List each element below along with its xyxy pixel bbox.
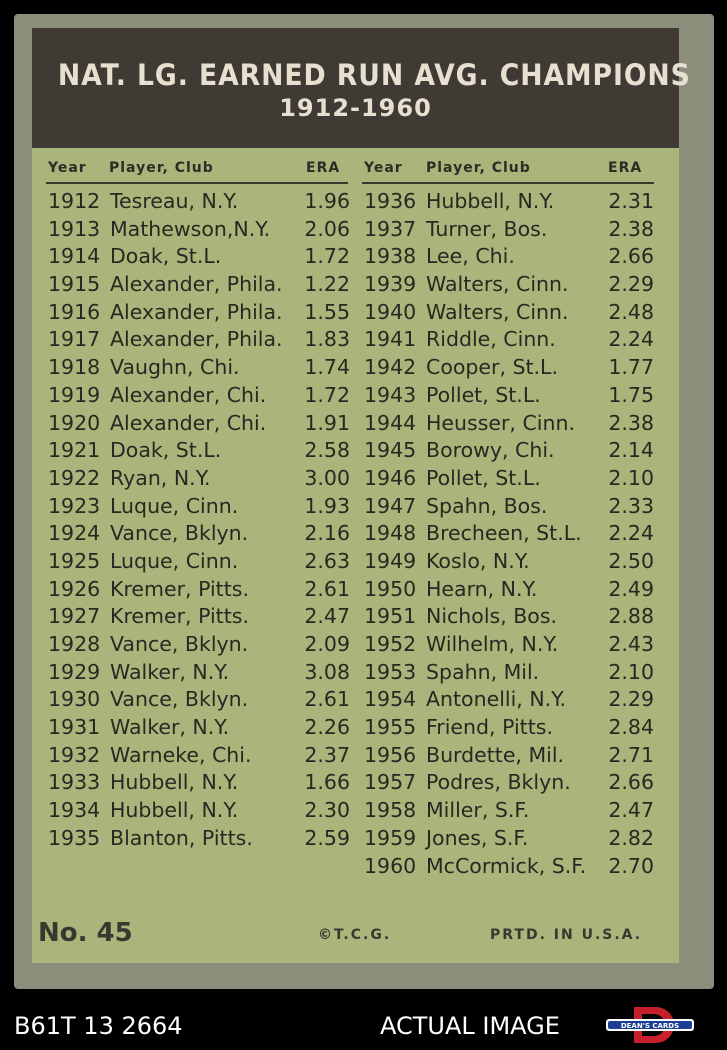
row-year: 1944	[364, 410, 417, 435]
era-row	[364, 743, 654, 771]
row-year: 1922	[48, 465, 101, 490]
row-era: 2.47	[304, 604, 350, 629]
row-era: 2.66	[608, 244, 654, 269]
left-col-year-header: Year	[48, 160, 87, 176]
era-row	[48, 217, 350, 245]
row-year: 1951	[364, 604, 417, 629]
row-era: 2.48	[608, 299, 654, 324]
row-player: Heusser, Cinn.	[426, 410, 575, 435]
row-player: Nichols, Bos.	[426, 604, 558, 629]
row-player: Vance, Bklyn.	[110, 521, 249, 546]
row-year: 1919	[48, 382, 101, 407]
row-era: 2.16	[304, 521, 350, 546]
row-era: 2.88	[608, 604, 654, 629]
row-era: 2.31	[608, 189, 654, 213]
row-year: 1940	[364, 299, 417, 324]
row-year: 1917	[48, 327, 101, 352]
row-era: 2.26	[304, 715, 350, 740]
row-year: 1960	[364, 853, 417, 878]
header-title: NAT. LG. EARNED RUN AVG. CHAMPIONS	[57, 58, 691, 92]
row-year: 1927	[48, 604, 101, 629]
row-era: 1.22	[304, 272, 350, 297]
row-year: 1942	[364, 355, 417, 380]
row-player: Hearn, N.Y.	[426, 576, 538, 601]
row-year: 1934	[48, 798, 101, 823]
row-player: Mathewson,N.Y.	[110, 216, 271, 241]
row-player: Hubbell, N.Y.	[110, 770, 239, 795]
row-era: 2.61	[304, 687, 350, 712]
era-row	[364, 687, 654, 715]
era-row	[48, 798, 350, 826]
row-player: Walker, N.Y.	[110, 659, 230, 684]
row-year: 1926	[48, 576, 101, 601]
era-row	[364, 438, 654, 466]
row-era: 2.38	[608, 216, 654, 241]
era-row	[48, 494, 350, 522]
era-row	[48, 770, 350, 798]
row-year: 1948	[364, 521, 417, 546]
row-year: 1936	[364, 189, 417, 213]
right-col-year-header: Year	[364, 160, 403, 176]
header-years: 1912-1960	[279, 94, 432, 122]
row-year: 1937	[364, 216, 417, 241]
row-era: 2.06	[304, 216, 350, 241]
row-year: 1955	[364, 715, 417, 740]
row-era: 2.70	[608, 853, 654, 878]
row-era: 1.96	[304, 189, 350, 213]
row-year: 1938	[364, 244, 417, 269]
era-row	[48, 355, 350, 383]
row-year: 1916	[48, 299, 101, 324]
era-row	[48, 383, 350, 411]
era-row	[364, 272, 654, 300]
row-player: Vaughn, Chi.	[110, 355, 240, 380]
row-era: 1.83	[304, 327, 350, 352]
era-row	[48, 660, 350, 688]
row-era: 2.50	[608, 548, 654, 573]
era-row	[364, 244, 654, 272]
era-row	[48, 604, 350, 632]
copyright-text: ©T.C.G.	[318, 927, 392, 943]
row-year: 1946	[364, 465, 417, 490]
era-row	[48, 272, 350, 300]
row-year: 1915	[48, 272, 101, 297]
era-row	[364, 854, 654, 882]
era-row	[364, 189, 654, 217]
row-era: 1.72	[304, 244, 350, 269]
row-year: 1939	[364, 272, 417, 297]
era-row	[364, 577, 654, 605]
row-player: Blanton, Pitts.	[110, 825, 253, 850]
row-player: McCormick, S.F.	[426, 853, 587, 878]
row-year: 1928	[48, 632, 101, 656]
row-era: 2.71	[608, 742, 654, 767]
row-player: Koslo, N.Y.	[426, 548, 530, 573]
row-era: 2.30	[304, 798, 350, 823]
actual-image-label: ACTUAL IMAGE	[380, 1012, 560, 1040]
row-player: Alexander, Chi.	[110, 382, 267, 407]
row-era: 2.43	[608, 632, 654, 656]
row-player: Lee, Chi.	[426, 244, 515, 269]
row-year: 1953	[364, 659, 417, 684]
row-era: 1.72	[304, 382, 350, 407]
row-year: 1943	[364, 382, 417, 407]
right-col-era-header: ERA	[608, 160, 643, 176]
row-era: 1.75	[608, 382, 654, 407]
row-year: 1924	[48, 521, 101, 546]
row-era: 1.55	[304, 299, 350, 324]
card-number: No. 45	[38, 918, 133, 948]
row-year: 1931	[48, 715, 101, 740]
right-era-list	[364, 189, 654, 881]
row-year: 1913	[48, 216, 101, 241]
row-player: Podres, Bklyn.	[426, 770, 571, 795]
row-year: 1921	[48, 438, 101, 463]
row-year: 1918	[48, 355, 101, 380]
era-row	[364, 632, 654, 660]
row-era: 2.14	[608, 438, 654, 463]
row-player: Wilhelm, N.Y.	[426, 632, 559, 656]
row-player: Kremer, Pitts.	[110, 604, 249, 629]
row-era: 1.66	[304, 770, 350, 795]
row-player: Burdette, Mil.	[426, 742, 565, 767]
listing-code: B61T 13 2664	[14, 1012, 183, 1040]
row-year: 1959	[364, 825, 417, 850]
era-row	[364, 494, 654, 522]
row-year: 1949	[364, 548, 417, 573]
era-row	[48, 327, 350, 355]
left-col-era-header: ERA	[306, 160, 341, 176]
row-era: 2.37	[304, 742, 350, 767]
row-year: 1958	[364, 798, 417, 823]
row-player: Brecheen, St.L.	[426, 521, 582, 546]
row-year: 1950	[364, 576, 417, 601]
era-row	[364, 826, 654, 854]
row-era: 2.49	[608, 576, 654, 601]
row-player: Vance, Bklyn.	[110, 687, 249, 712]
row-player: Luque, Cinn.	[110, 548, 239, 573]
row-player: Jones, S.F.	[426, 825, 529, 850]
era-row	[48, 521, 350, 549]
right-col-rule	[362, 182, 654, 184]
row-era: 2.61	[304, 576, 350, 601]
row-player: Walker, N.Y.	[110, 715, 230, 740]
era-row	[364, 217, 654, 245]
era-row	[364, 355, 654, 383]
svg-text:DEAN'S CARDS: DEAN'S CARDS	[620, 1022, 680, 1030]
era-row	[48, 438, 350, 466]
row-era: 2.58	[304, 438, 350, 463]
row-year: 1952	[364, 632, 417, 656]
row-player: Alexander, Phila.	[110, 327, 283, 352]
row-player: Spahn, Bos.	[426, 493, 548, 518]
row-era: 3.08	[304, 659, 350, 684]
era-row	[48, 411, 350, 439]
row-year: 1954	[364, 687, 417, 712]
era-row	[364, 300, 654, 328]
era-row	[364, 411, 654, 439]
deans-cards-logo-icon	[604, 1005, 696, 1045]
row-year: 1932	[48, 742, 101, 767]
era-row	[364, 798, 654, 826]
row-era: 2.66	[608, 770, 654, 795]
row-era: 3.00	[304, 465, 350, 490]
row-player: Doak, St.L.	[110, 438, 222, 463]
era-row	[364, 770, 654, 798]
row-player: Walters, Cinn.	[426, 272, 569, 297]
card-header	[32, 28, 691, 148]
row-year: 1947	[364, 493, 417, 518]
row-year: 1945	[364, 438, 417, 463]
row-era: 2.24	[608, 327, 654, 352]
row-era: 2.29	[608, 687, 654, 712]
left-era-list	[48, 189, 350, 854]
era-row	[48, 826, 350, 854]
row-player: Luque, Cinn.	[110, 493, 239, 518]
row-year: 1933	[48, 770, 101, 795]
era-row	[364, 521, 654, 549]
left-col-rule	[46, 182, 348, 184]
row-era: 1.74	[304, 355, 350, 380]
row-player: Alexander, Phila.	[110, 272, 283, 297]
row-era: 2.09	[304, 632, 350, 656]
row-year: 1920	[48, 410, 101, 435]
era-row	[48, 466, 350, 494]
era-row	[364, 660, 654, 688]
era-row	[48, 632, 350, 660]
era-row	[364, 327, 654, 355]
row-era: 2.24	[608, 521, 654, 546]
era-row	[48, 577, 350, 605]
row-era: 1.77	[608, 355, 654, 380]
row-year: 1923	[48, 493, 101, 518]
row-player: Ryan, N.Y.	[110, 465, 211, 490]
row-player: Tesreau, N.Y.	[110, 189, 239, 213]
row-year: 1925	[48, 548, 101, 573]
era-row	[364, 604, 654, 632]
era-row	[48, 300, 350, 328]
row-player: Warneke, Chi.	[110, 742, 252, 767]
row-player: Turner, Bos.	[426, 216, 548, 241]
row-era: 1.91	[304, 410, 350, 435]
era-row	[364, 383, 654, 411]
right-col-player-header: Player, Club	[426, 160, 531, 176]
row-year: 1930	[48, 687, 101, 712]
row-year: 1956	[364, 742, 417, 767]
row-era: 2.10	[608, 659, 654, 684]
row-player: Spahn, Mil.	[426, 659, 540, 684]
row-era: 2.84	[608, 715, 654, 740]
era-row	[48, 687, 350, 715]
row-year: 1929	[48, 659, 101, 684]
era-row	[364, 466, 654, 494]
row-era: 2.10	[608, 465, 654, 490]
row-player: Vance, Bklyn.	[110, 632, 249, 656]
era-row	[48, 743, 350, 771]
row-player: Doak, St.L.	[110, 244, 222, 269]
era-row	[48, 715, 350, 743]
row-player: Friend, Pitts.	[426, 715, 553, 740]
row-era: 2.29	[608, 272, 654, 297]
row-era: 2.33	[608, 493, 654, 518]
row-era: 1.93	[304, 493, 350, 518]
row-era: 2.82	[608, 825, 654, 850]
row-player: Pollet, St.L.	[426, 465, 541, 490]
era-row	[364, 715, 654, 743]
left-col-player-header: Player, Club	[109, 160, 214, 176]
row-year: 1941	[364, 327, 417, 352]
row-era: 2.63	[304, 548, 350, 573]
era-row	[48, 189, 350, 217]
row-era: 2.38	[608, 410, 654, 435]
row-player: Miller, S.F.	[426, 798, 530, 823]
era-row	[48, 549, 350, 577]
row-player: Borowy, Chi.	[426, 438, 555, 463]
row-player: Hubbell, N.Y.	[110, 798, 239, 823]
row-player: Alexander, Chi.	[110, 410, 267, 435]
row-player: Antonelli, N.Y.	[426, 687, 567, 712]
row-year: 1914	[48, 244, 101, 269]
era-row	[364, 549, 654, 577]
printed-text: PRTD. IN U.S.A.	[490, 927, 643, 943]
row-player: Riddle, Cinn.	[426, 327, 556, 352]
row-era: 2.47	[608, 798, 654, 823]
row-player: Walters, Cinn.	[426, 299, 569, 324]
row-player: Pollet, St.L.	[426, 382, 541, 407]
row-year: 1957	[364, 770, 417, 795]
row-player: Cooper, St.L.	[426, 355, 558, 380]
row-era: 2.59	[304, 825, 350, 850]
row-player: Kremer, Pitts.	[110, 576, 249, 601]
row-player: Alexander, Phila.	[110, 299, 283, 324]
row-player: Hubbell, N.Y.	[426, 189, 555, 213]
row-year: 1912	[48, 189, 101, 213]
era-row	[48, 244, 350, 272]
row-year: 1935	[48, 825, 101, 850]
